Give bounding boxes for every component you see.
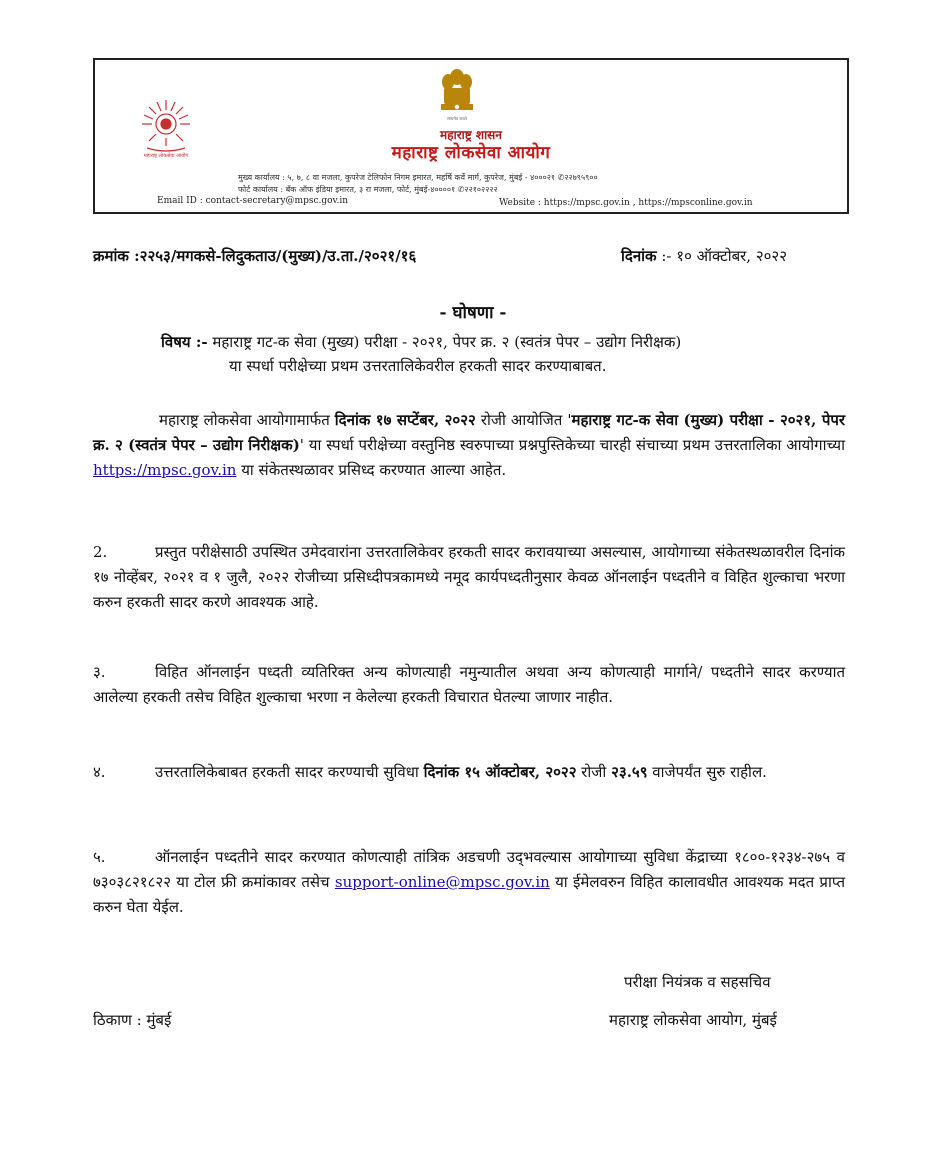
signatory-organization: महाराष्ट्र लोकसेवा आयोग, मुंबई <box>609 1011 777 1029</box>
head-office-address: मुख्य कार्यालय : ५, ७, ८ वा मजला, कुपरेज टेलिफोन निगम इमारत, महर्षि कर्वे मार्ग, कुपरेज, मुंबई - ४०००२१ ✆२२७९५९०० <box>238 173 598 182</box>
svg-text:महाराष्ट्र लोकसेवा आयोग: महाराष्ट्र लोकसेवा आयोग <box>143 153 189 158</box>
government-name: महाराष्ट्र शासन <box>440 128 502 142</box>
subject-line-1: महाराष्ट्र गट-क सेवा (मुख्य) परीक्षा - २०२१, पेपर क्र. २ (स्वतंत्र पेपर – उद्योग निरीक्षक) <box>207 333 682 351</box>
date-value: :- १० ऑक्टोबर, २०२२ <box>661 247 788 265</box>
paragraph-5: ५. ऑनलाईन पध्दतीने सादर करण्यात कोणत्याही तांत्रिक अडचणी उद्‌भवल्यास आयोगाच्या सुविधा केंद्राच्या १८००-१२३४-२७५ व ७३०३८२१८२२ या टोल फ्री क्रमांकावर तसेच support-online@mpsc.gov.in या ईमेलवरुन विहित कालावधीत आवश्यक मदत प्राप्त करुन घेता येईल. <box>93 848 846 916</box>
paragraph-2: 2. प्रस्तुत परीक्षेसाठी उपस्थित उमेदवारांना उत्तरतालिकेवर हरकती सादर करावयाच्या असल्यास, आयोगाच्या संकेतस्थळावरील दिनांक १७ नोव्हेंबर, २०२१ व १ जुलै, २०२२ रोजीच्या प्रसिध्दीपत्रकामध्ये नमूद कार्यपध्दतीनुसार केवळ ऑनलाईन पध्दतीने व विहित शुल्काचा भरणा करुन हरकती सादर करणे आवश्यक आहे. <box>93 543 845 611</box>
subject <box>161 330 851 378</box>
mpsc-website-link[interactable]: https://mpsc.gov.in <box>93 461 237 479</box>
signatory-title: परीक्षा नियंत्रक व सहसचिव <box>624 973 771 991</box>
announcement-heading: - घोषणा - <box>439 303 507 323</box>
document-date <box>621 246 787 266</box>
subject-label: विषय :- <box>161 333 208 351</box>
paragraph-4: ४. उत्तरतालिकेबाबत हरकती सादर करण्याची सुविधा दिनांक १५ ऑक्टोबर, २०२२ रोजी २३.५९ वाजेपर्यंत सुरु राहील. <box>93 763 767 781</box>
website-links: Website : https://mpsc.gov.in , https://mpsconline.gov.in <box>499 198 753 208</box>
reference-number: क्रमांक :२२५३/मगकसे-लिदुकताउ/(मुख्य)/उ.ता./२०२१/१६ <box>93 247 417 265</box>
paragraph-1: महाराष्ट्र लोकसेवा आयोगामार्फत दिनांक १७ सप्टेंबर, २०२२ रोजी आयोजित 'महाराष्ट्र गट-क सेवा (मुख्य) परीक्षा - २०२१, पेपर क्र. २ (स्वतंत्र पेपर – उद्योग निरीक्षक)' या स्पर्धा परीक्षेच्या वस्तुनिष्ठ स्वरुपाच्या प्रश्नपुस्तिकेच्या चारही संचाच्या प्रथम उत्तरतालिका आयोगाच्या https://mpsc.gov.in या संकेतस्थळावर प्रसिध्द करण्यात आल्या आहेत. <box>93 411 845 479</box>
place: ठिकाण : मुंबई <box>93 1011 172 1029</box>
support-email-link[interactable]: support-online@mpsc.gov.in <box>334 873 550 891</box>
contact-email: Email ID : contact-secretary@mpsc.gov.in <box>157 196 349 206</box>
ashoka-emblem-icon <box>437 68 477 124</box>
fort-office-address: फोर्ट कार्यालय : बँक ऑफ इंडिया इमारत, ३ रा मजला, फोर्ट, मुंबई-४००००१ ✆२२१०२२२२ <box>238 185 498 194</box>
date-label: दिनांक <box>621 247 657 265</box>
paragraph-3: ३. विहित ऑनलाईन पध्दती व्यतिरिक्त अन्य कोणत्याही नमुन्यातील अथवा अन्य कोणत्याही मार्गाने/ पध्दतीने सादर करण्यात आलेल्या हरकती तसेच विहित शुल्काचा भरणा न केलेल्या हरकती विचारात घेतल्या जाणार नाहीत. <box>93 663 845 706</box>
svg-text:सत्यमेव जयते: सत्यमेव जयते <box>447 116 467 121</box>
letterhead <box>93 58 849 214</box>
subject-line-2: या स्पर्धा परीक्षेच्या प्रथम उत्तरतालिकेवरील हरकती सादर करण्याबाबत. <box>229 357 607 375</box>
commission-name: महाराष्ट्र लोकसेवा आयोग <box>391 143 551 163</box>
